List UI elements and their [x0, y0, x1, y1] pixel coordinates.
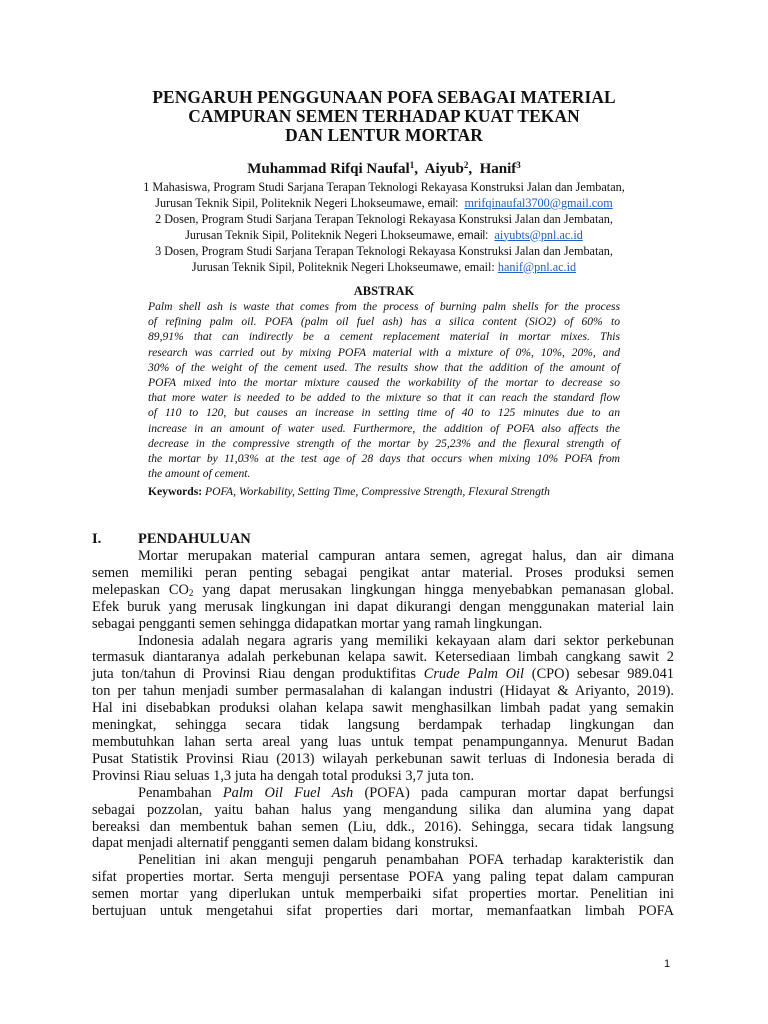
italic-term: Crude Palm Oil: [423, 666, 525, 683]
abstract-line: POFA mixed into the mortar mixture caused the workability of the mortar to decrease so: [148, 376, 620, 390]
keywords: [148, 484, 648, 499]
abstract-line: decrease in the compressive strength of the mortar by 25,23% and the flexural strength of: [148, 436, 620, 450]
page-number: 1: [664, 958, 671, 970]
body-line: ton per tahun menjadi sumber permasalahan di kalangan industri (Hidayat & Ariyanto, 2019).: [92, 683, 674, 700]
email-label: email:: [457, 229, 489, 242]
body-line: sebagai pozzolan, yaitu bahan halus yang mengandung silika dan alumina yang dapat: [92, 801, 674, 818]
affiliation-line: [80, 228, 688, 245]
title-line: DAN LENTUR MORTAR: [285, 125, 483, 145]
body-line: sebagai pengganti semen sehingga didapatkan mortar yang ramah lingkungan.: [92, 615, 543, 632]
body-line: Pusat Statistik Provinsi Riau (2013) wilayah perkebunan sawit terluas di Indonesia berada di: [92, 750, 674, 767]
body-line: [92, 666, 674, 683]
abstract-heading: ABSTRAK: [353, 284, 415, 298]
abstract-line: the amount of cement.: [148, 467, 251, 481]
body-line: meningkat, sehingga secara tidak langsung berdampak terhadap lingkungan dan: [92, 717, 674, 734]
section-heading: [92, 531, 251, 548]
email-link[interactable]: mrifqinaufal3700@gmail.com: [464, 195, 613, 210]
author-name: Muhammad Rifqi Naufal: [247, 161, 410, 177]
abstract-line: that more water is needed to be added to the mixture so that it can reach the standard flow: [148, 391, 620, 405]
author-name: Aiyub: [424, 161, 464, 177]
body-line: Penelitian ini akan menguji pengaruh penambahan POFA terhadap karakteristik dan: [138, 852, 674, 869]
body-line: Indonesia adalah negara agraris yang memiliki kekayaan alam dari sektor perkebunan: [138, 632, 674, 649]
title-line: PENGARUH PENGGUNAAN POFA SEBAGAI MATERIAL: [152, 87, 616, 107]
body-text-run: melepaskan CO: [92, 581, 189, 598]
body-text: [92, 548, 674, 920]
body-line: semen memiliki peran penting sebagai pengikat antar material. Proses produksi semen: [92, 564, 674, 581]
subscript: 2: [188, 587, 194, 598]
body-line: Efek buruk yang merusak lingkungan ini dapat dikurangi dengan menggunakan material lain: [92, 598, 674, 615]
abstract-line: Palm shell ash is waste that comes from the process of burning palm shells for the process: [148, 300, 620, 313]
section-title: PENDAHULUAN: [138, 531, 251, 547]
keywords-text: POFA, Workability, Setting Time, Compressive Strength, Flexural Strength: [205, 485, 550, 498]
body-line: semen mortar yang diperlukan untuk memperbaiki sifat properties mortar. Penelitian ini: [92, 886, 674, 903]
body-line: Provinsi Riau seluas 1,3 juta ha dengah total produksi 3,7 juta ton.: [92, 767, 475, 784]
author-affiliation-mark: 3: [516, 160, 521, 170]
body-line: bertujuan untuk mengetahui sifat properties dari mortar, memanfaatkan limbah POFA: [92, 903, 674, 920]
email-link[interactable]: aiyubts@pnl.ac.id: [494, 227, 583, 242]
author-name: Hanif: [479, 161, 517, 177]
body-line: bereaksi dan membentuk bahan semen (Liu, ddk., 2016). Sehingga, secara tidak langsung: [92, 818, 674, 835]
body-text-run: juta ton/tahun di Provinsi Riau dengan produktifitas: [92, 666, 424, 683]
paper-title: [100, 88, 668, 145]
body-text-run: (CPO) sebesar 989.041: [524, 666, 675, 683]
author-affiliation-mark: 2: [463, 160, 469, 170]
abstract-line: the mortar by 11,03% at the test age of 28 days that occurs when mixing 10% POFA from: [148, 452, 620, 466]
affiliation-line: [80, 196, 688, 213]
body-line: membutuhkan lahan serta areal yang luas untuk tempat penampungannya. Menurut Badan: [92, 733, 674, 750]
affiliation-text: Jurusan Teknik Sipil, Politeknik Negeri Lhokseumawe,: [185, 227, 455, 242]
author-separator: ,: [468, 161, 473, 177]
italic-term: Palm Oil Fuel Ash: [222, 784, 354, 801]
author-separator: ,: [414, 161, 418, 177]
author-affiliation-mark: 1: [409, 160, 415, 170]
body-line: dapat menjadi alternatif pengganti semen dalam bidang konstruksi.: [92, 835, 479, 852]
abstract-line: 89,91% that can indirectly be a cement replacement material in mortar mixes. This: [148, 330, 620, 344]
abstract-line: research was carried out by mixing POFA material with a mixture of 0%, 10%, 20%, and: [148, 345, 620, 359]
section-number: I.: [92, 531, 102, 547]
body-line: [92, 785, 674, 802]
abstract-line: 30% of the weight of the cement used. The results show that the addition of the amount of: [148, 360, 620, 374]
abstract-body: [148, 299, 620, 481]
affiliation-line: 2 Dosen, Program Studi Sarjana Terapan Teknologi Rekayasa Konstruksi Jalan dan Jembatan,: [155, 212, 613, 226]
abstract-line: of refining palm oil. POFA (palm oil fuel ash) has a silica content (SiO2) of 60% to: [148, 315, 620, 329]
abstract-line: increase in an amount of water used. Furthermore, the addition of POFA also affects the: [148, 421, 620, 435]
keywords-label: Keywords:: [148, 485, 203, 498]
affiliation-text: Jurusan Teknik Sipil, Politeknik Negeri Lhokseumawe,: [155, 195, 425, 210]
body-line: termasuk diantaranya adalah perkebunan kelapa sawit. Ketersediaan limbah cangkang sawit 2: [92, 649, 674, 666]
title-line: CAMPURAN SEMEN TERHADAP KUAT TEKAN: [188, 106, 580, 126]
affiliation-line: 1 Mahasiswa, Program Studi Sarjana Terapan Teknologi Rekayasa Konstruksi Jalan dan Jembatan,: [143, 180, 625, 194]
body-line: [92, 582, 674, 599]
email-link[interactable]: hanif@pnl.ac.id: [497, 259, 577, 274]
body-text-run: yang dapat merusakan lingkungan hingga menyebabkan pemanasan global.: [193, 581, 674, 598]
affiliation-line: [80, 260, 688, 276]
body-line: sifat properties mortar. Serta menguji persentase POFA yang paling tepat dalam campuran: [92, 869, 674, 886]
affiliations: [80, 180, 688, 275]
body-text-run: (POFA) pada campuran mortar dapat berfungsi: [353, 784, 674, 801]
affiliation-text: Jurusan Teknik Sipil, Politeknik Negeri Lhokseumawe, email:: [191, 259, 495, 274]
author-list: [100, 160, 668, 178]
body-line: Mortar merupakan material campuran antara semen, agregat halus, dan air dimana: [138, 548, 674, 564]
affiliation-line: 3 Dosen, Program Studi Sarjana Terapan Teknologi Rekayasa Konstruksi Jalan dan Jembatan,: [155, 244, 613, 258]
email-label: email:: [427, 197, 459, 210]
body-line: Hal ini disebabkan produksi olahan kelapa sawit menghasilkan limbah padat yang semakin: [92, 700, 674, 717]
body-text-run: Penambahan: [138, 784, 223, 801]
abstract-line: of 110 to 120, but causes an increase in setting time of 40 to 125 minutes due to an: [148, 406, 620, 420]
